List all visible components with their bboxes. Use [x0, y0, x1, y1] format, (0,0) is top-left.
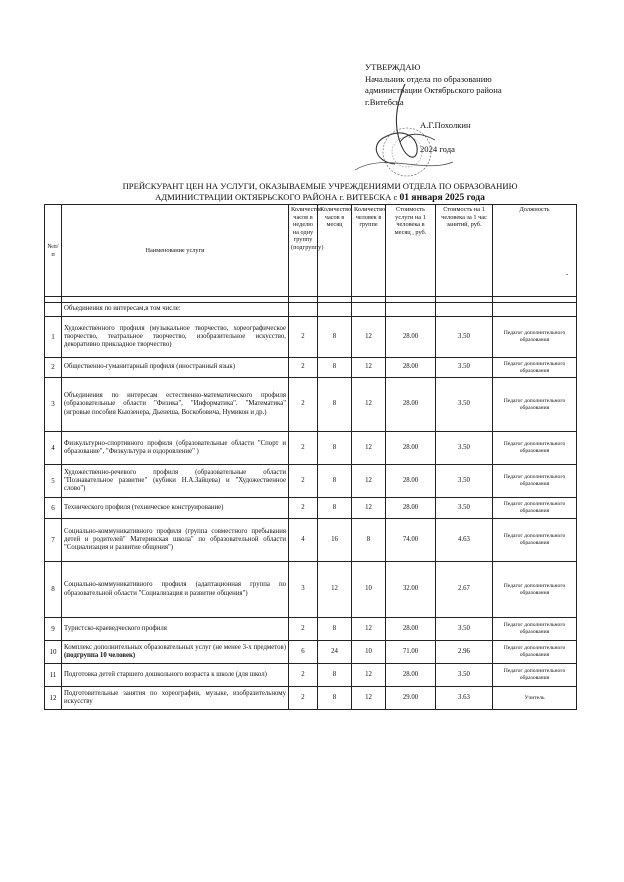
group-row — [45, 303, 577, 317]
header-people: Количество человек в группе — [352, 205, 386, 297]
row-number: 1 — [45, 317, 62, 358]
hours-per-week: 2 — [289, 358, 318, 378]
position: Педагог дополнительного образования — [493, 641, 577, 664]
monthly-cost: 32.00 — [386, 562, 436, 618]
service-name — [62, 641, 289, 664]
hours-per-month: 8 — [318, 358, 352, 378]
header-name: Наименование услуги — [62, 205, 289, 297]
approval-position-3: г.Витебска — [365, 96, 404, 107]
service-name-text: Комплекс дополнительных образовательных услуг (не менее 3-х предметов) — [64, 643, 286, 651]
service-name-text: Объединения по интересам естественно-математического профиля (образовательные области "Физика", "Информатика". "Математика" (игровые пособия Кьюзенера, Дьенеша, Воскобовича, Нумикон и др.) — [64, 392, 286, 416]
title-date: 01 января 2025 года — [399, 191, 485, 203]
service-name — [62, 562, 289, 618]
lesson-cost: 3.50 — [436, 317, 493, 358]
group-size: 12 — [352, 358, 386, 378]
header-cost-lesson: Стоимость на 1 человека за 1 час занятий, руб. — [436, 205, 493, 297]
row-number: 10 — [45, 641, 62, 664]
hours-per-week: 3 — [289, 562, 318, 618]
monthly-cost: 71.00 — [386, 641, 436, 664]
hours-per-month: 8 — [318, 465, 352, 498]
service-name-text: Туристско-краеведческого профиля — [64, 624, 167, 632]
monthly-cost: 28.00 — [386, 618, 436, 641]
group-size: 12 — [352, 618, 386, 641]
table-row — [45, 641, 577, 664]
table-row — [45, 562, 577, 618]
group-size: 12 — [352, 317, 386, 358]
position: Педагог дополнительного образования — [493, 317, 577, 358]
row-number: 5 — [45, 465, 62, 498]
position: Педагог дополнительного образования — [493, 432, 577, 465]
approval-signer: А.Г.Похолкин — [420, 120, 471, 131]
row-number: 12 — [45, 687, 62, 710]
hours-per-month: 8 — [318, 664, 352, 687]
title-line-1: ПРЕЙСКУРАНТ ЦЕН НА УСЛУГИ, ОКАЗЫВАЕМЫЕ УЧРЕЖДЕНИЯМИ ОТДЕЛА ПО ОБРАЗОВАНИЮ — [122, 181, 518, 191]
hours-per-week: 2 — [289, 317, 318, 358]
position: Педагог дополнительного образования — [493, 498, 577, 519]
monthly-cost: 28.00 — [386, 664, 436, 687]
monthly-cost: 28.00 — [386, 358, 436, 378]
hours-per-month: 8 — [318, 378, 352, 432]
table-row — [45, 618, 577, 641]
service-name-text: Художественного профиля (музыкальное творчество, хореографическое творчество, театральное творчество, изобразительное искусство, декоративно прикладное творчество) — [64, 324, 286, 349]
group-size: 12 — [352, 465, 386, 498]
table-row — [45, 664, 577, 687]
service-name — [62, 519, 289, 562]
group-size: 12 — [352, 432, 386, 465]
position: Учитель — [493, 687, 577, 710]
position: Педагог дополнительного образования — [493, 664, 577, 687]
group-size: 12 — [352, 378, 386, 432]
hours-per-week: 2 — [289, 498, 318, 519]
lesson-cost: 3.50 — [436, 358, 493, 378]
service-name-note: (подгруппа 10 человек) — [64, 652, 136, 659]
hours-per-month: 8 — [318, 618, 352, 641]
approval-year: 2024 года — [420, 143, 455, 154]
monthly-cost: 28.00 — [386, 498, 436, 519]
hours-per-week: 2 — [289, 378, 318, 432]
lesson-cost: 2.96 — [436, 641, 493, 664]
service-name — [62, 498, 289, 519]
row-number: 8 — [45, 562, 62, 618]
hours-per-month: 24 — [318, 641, 352, 664]
monthly-cost: 74.00 — [386, 519, 436, 562]
service-name-text: Художественно-речевого профиля (образовательные области "Познавательное развитие" (кубики Н.А.Зайцева) и "Художественное слово") — [64, 468, 286, 493]
service-name-text: Подготовка детей старшего дошкольного возраста к школе (для школ) — [64, 670, 267, 678]
monthly-cost: 28.00 — [386, 378, 436, 432]
monthly-cost: 29.00 — [386, 687, 436, 710]
position: Педагог дополнительного образования — [493, 618, 577, 641]
header-hours-month: Количество часов в месяц — [318, 205, 352, 297]
lesson-cost: 3.50 — [436, 618, 493, 641]
approval-position-1: Начальник отдела по образованию — [365, 73, 492, 84]
hours-per-week: 2 — [289, 432, 318, 465]
hours-per-month: 8 — [318, 317, 352, 358]
hours-per-month: 12 — [318, 562, 352, 618]
service-name — [62, 432, 289, 465]
group-size: 8 — [352, 519, 386, 562]
price-table — [44, 204, 577, 710]
row-number: 7 — [45, 519, 62, 562]
group-size: 12 — [352, 664, 386, 687]
position: Педагог дополнительного образования — [493, 358, 577, 378]
signature-stamp-image — [345, 82, 455, 177]
row-number: 2 — [45, 358, 62, 378]
service-name-text: Общественно-гуманитарный профиля (иностранный язык) — [64, 363, 235, 371]
hours-per-month: 8 — [318, 432, 352, 465]
group-size: 10 — [352, 562, 386, 618]
group-size: 10 — [352, 641, 386, 664]
hours-per-week: 2 — [289, 618, 318, 641]
table-row — [45, 465, 577, 498]
service-name — [62, 618, 289, 641]
lesson-cost: 3.50 — [436, 664, 493, 687]
header-num: №п/п — [45, 205, 62, 297]
title-line-2: АДМИНИСТРАЦИИ ОКТЯБРЬСКОГО РАЙОНА г. ВИТЕБСКА с — [155, 191, 398, 202]
service-name-text: Социально-коммуникативного профиля (группа совместного пребывания детей и родителей" Материнская школа" по образовательной области "Социализация и развитие общения") — [64, 527, 286, 552]
hours-per-week: 4 — [289, 519, 318, 562]
table-row — [45, 687, 577, 710]
hours-per-month: 16 — [318, 519, 352, 562]
header-cost-month: Стоимость услуги на 1 человека в месяц , руб. — [386, 205, 436, 297]
position: Педагог дополнительного образования — [493, 378, 577, 432]
service-name-text: Социально-коммуникативного профиля (адаптационная группа по образовательной области "Социализация и развитие общения") — [64, 581, 286, 597]
row-number: 3 — [45, 378, 62, 432]
row-number: 6 — [45, 498, 62, 519]
table-row — [45, 519, 577, 562]
hours-per-week: 2 — [289, 664, 318, 687]
row-number: 4 — [45, 432, 62, 465]
hours-per-week: 2 — [289, 687, 318, 710]
monthly-cost: 28.00 — [386, 317, 436, 358]
row-number: 11 — [45, 664, 62, 687]
lesson-cost: 3.63 — [436, 687, 493, 710]
service-name-text: Подготовительные занятия по хореографии, музыке, изобразительному искусству — [64, 689, 286, 705]
service-name-text: Физкультурно-спортивного профиля (образовательные области "Спорт и образование", "Физкультура и оздоровление" ) — [64, 439, 286, 455]
table-row — [45, 317, 577, 358]
row-number: 9 — [45, 618, 62, 641]
position: Педагог дополнительного образования — [493, 519, 577, 562]
group-row-label: Объединения по интересам,в том числе: — [62, 303, 289, 317]
service-name — [62, 664, 289, 687]
service-name — [62, 358, 289, 378]
table-row — [45, 432, 577, 465]
lesson-cost: 3.50 — [436, 465, 493, 498]
service-name — [62, 465, 289, 498]
table-row — [45, 358, 577, 378]
lesson-cost: 3.50 — [436, 432, 493, 465]
margin-mark: - — [566, 270, 569, 278]
header-hours-week: Количество часов в неделю на одну группу (подгруппу) — [289, 205, 318, 297]
lesson-cost: 4.63 — [436, 519, 493, 562]
group-size: 12 — [352, 498, 386, 519]
table-row — [45, 378, 577, 432]
hours-per-week: 6 — [289, 641, 318, 664]
hours-per-month: 8 — [318, 687, 352, 710]
service-name-text: Технического профиля (техническое конструирование) — [64, 503, 224, 511]
table-row — [45, 498, 577, 519]
service-name — [62, 317, 289, 358]
lesson-cost: 3.50 — [436, 498, 493, 519]
lesson-cost: 3.50 — [436, 378, 493, 432]
service-name — [62, 687, 289, 710]
monthly-cost: 28.00 — [386, 465, 436, 498]
document-title — [60, 181, 580, 203]
approval-heading: УТВЕРЖДАЮ — [365, 62, 421, 72]
group-size: 12 — [352, 687, 386, 710]
hours-per-month: 8 — [318, 498, 352, 519]
approval-position-2: администрации Октябрьского района — [365, 85, 502, 96]
header-position: Должность — [493, 205, 577, 297]
service-name — [62, 378, 289, 432]
table-header-row — [45, 205, 577, 297]
position: Педагог дополнительного образования — [493, 562, 577, 618]
monthly-cost: 28.00 — [386, 432, 436, 465]
lesson-cost: 2.67 — [436, 562, 493, 618]
position: Педагог дополнительного образования — [493, 465, 577, 498]
hours-per-week: 2 — [289, 465, 318, 498]
